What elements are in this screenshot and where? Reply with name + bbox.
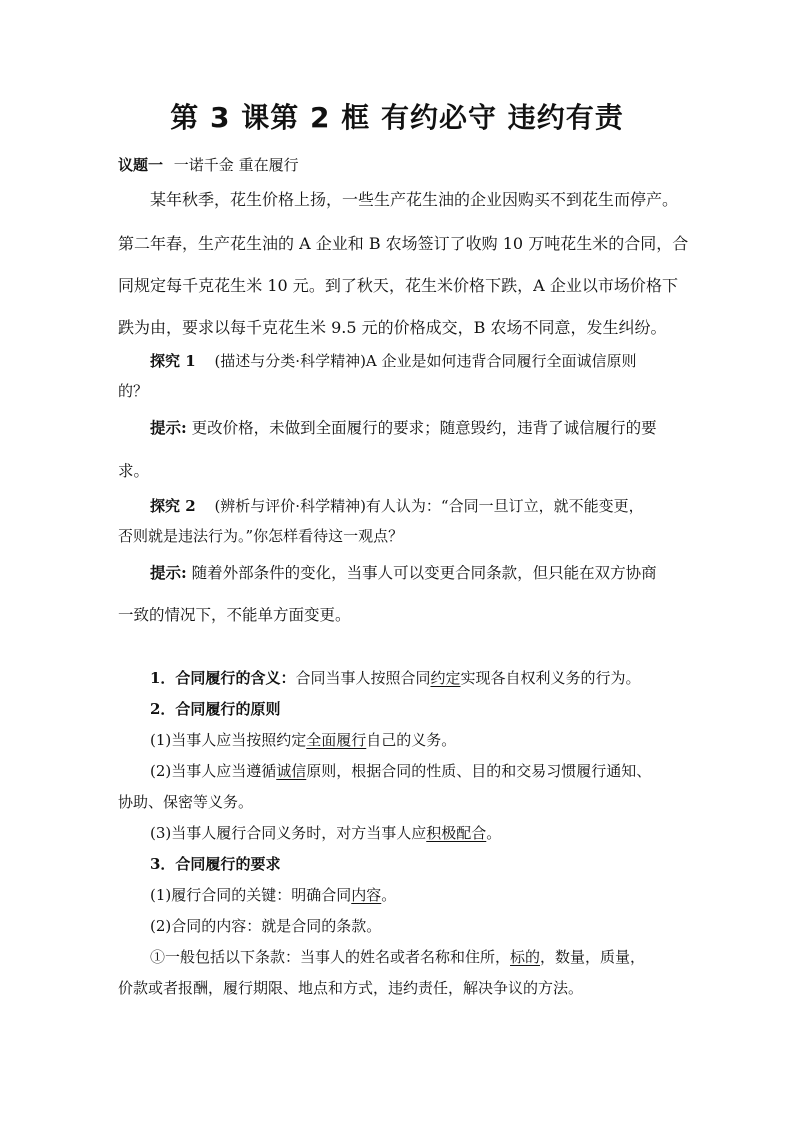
explore-1-cont: 的？: [118, 382, 149, 400]
section-2-item-3-underlined: 积极配合: [426, 824, 487, 842]
section-3-item-3-text-end: ，数量，质量，: [540, 948, 646, 966]
section-2-heading: 2．合同履行的原则: [150, 700, 281, 718]
section-3-item-1: [150, 884, 678, 905]
section-1-text-end: 实现各自权利义务的行为。: [460, 669, 641, 687]
explore-1-label: 探究 1: [150, 352, 196, 370]
hint-2-label: 提示:: [150, 563, 187, 582]
section-2-item-1: [150, 729, 678, 750]
explore-2-text: (辨析与评价·科学精神)有人认为：“合同一旦订立，就不能变更，: [214, 497, 644, 515]
topic-heading: [118, 154, 678, 175]
case-line-2: 第二年春，生产花生油的 A 企业和 B 农场签订了收购 10 万吨花生米的合同，合: [118, 234, 689, 253]
section-2-item-3-text-end: 。: [486, 824, 502, 842]
hint-1-label: 提示:: [150, 418, 187, 437]
section-2-item-2-text-end: 原则，根据合同的性质、目的和交易习惯履行通知、: [306, 762, 652, 780]
section-2-item-1-text-end: 自己的义务。: [366, 731, 457, 749]
section-1-label: 1．合同履行的含义：: [150, 669, 296, 687]
section-2-item-2-underlined: 诚信: [276, 762, 307, 780]
hint-2-cont: 一致的情况下，不能单方面变更。: [118, 606, 351, 624]
hint-1-cont: 求。: [118, 462, 150, 480]
section-2-item-3-text: (3)当事人履行合同义务时，对方当事人应: [150, 824, 427, 842]
hint-1: [150, 416, 678, 438]
section-2-item-2-cont: 协助、保密等义务。: [118, 793, 254, 811]
section-3-item-3-text: ①一般包括以下条款：当事人的姓名或者名称和住所，: [150, 948, 511, 966]
section-2-item-3: [150, 822, 678, 843]
topic-label: 议题一: [118, 156, 164, 174]
case-line-4: 跌为由，要求以每千克花生米 9.5 元的价格成交，B 农场不同意，发生纠纷。: [118, 318, 667, 337]
section-1-text: 合同当事人按照合同: [295, 669, 431, 687]
hint-2-text: 随着外部条件的变化，当事人可以变更合同条款，但只能在双方协商: [191, 564, 657, 582]
hint-1-text: 更改价格，未做到全面履行的要求；随意毁约，违背了诚信履行的要: [191, 419, 657, 437]
section-1: [150, 667, 678, 688]
explore-1-text: (描述与分类·科学精神)A 企业是如何违背合同履行全面诚信原则: [214, 352, 637, 370]
section-3-item-1-underlined: 内容: [351, 886, 382, 904]
section-2-item-2-text: (2)当事人应当遵循: [150, 762, 277, 780]
explore-2-label: 探究 2: [150, 497, 196, 515]
page-title: 第 3 课第 2 框 有约必守 违约有责: [170, 101, 624, 134]
section-3-item-3-cont: 价款或者报酬，履行期限、地点和方式，违约责任，解决争议的方法。: [118, 979, 584, 997]
section-2-item-1-underlined: 全面履行: [306, 731, 367, 749]
section-3-item-3-underlined: 标的: [510, 948, 541, 966]
explore-2: [150, 495, 678, 516]
explore-2-cont: 否则就是违法行为。”你怎样看待这一观点？: [118, 527, 404, 545]
topic-text: 一诺千金 重在履行: [173, 156, 299, 174]
section-2-item-1-text: (1)当事人应当按照约定: [150, 731, 307, 749]
section-3-item-1-text-end: 。: [381, 886, 397, 904]
explore-1: [150, 350, 678, 371]
section-2-item-2: [150, 760, 678, 781]
case-line-1: 某年秋季，花生价格上扬，一些生产花生油的企业因购买不到花生而停产。: [150, 190, 679, 209]
section-3-heading: 3．合同履行的要求: [150, 855, 281, 873]
section-3-item-2: (2)合同的内容：就是合同的条款。: [150, 917, 382, 935]
section-3-item-3: [150, 946, 678, 967]
section-3-item-1-text: (1)履行合同的关键：明确合同: [150, 886, 352, 904]
case-line-3: 同规定每千克花生米 10 元。到了秋天，花生米价格下跌，A 企业以市场价格下: [118, 276, 678, 295]
hint-2: [150, 561, 678, 583]
section-1-underlined: 约定: [430, 669, 461, 687]
